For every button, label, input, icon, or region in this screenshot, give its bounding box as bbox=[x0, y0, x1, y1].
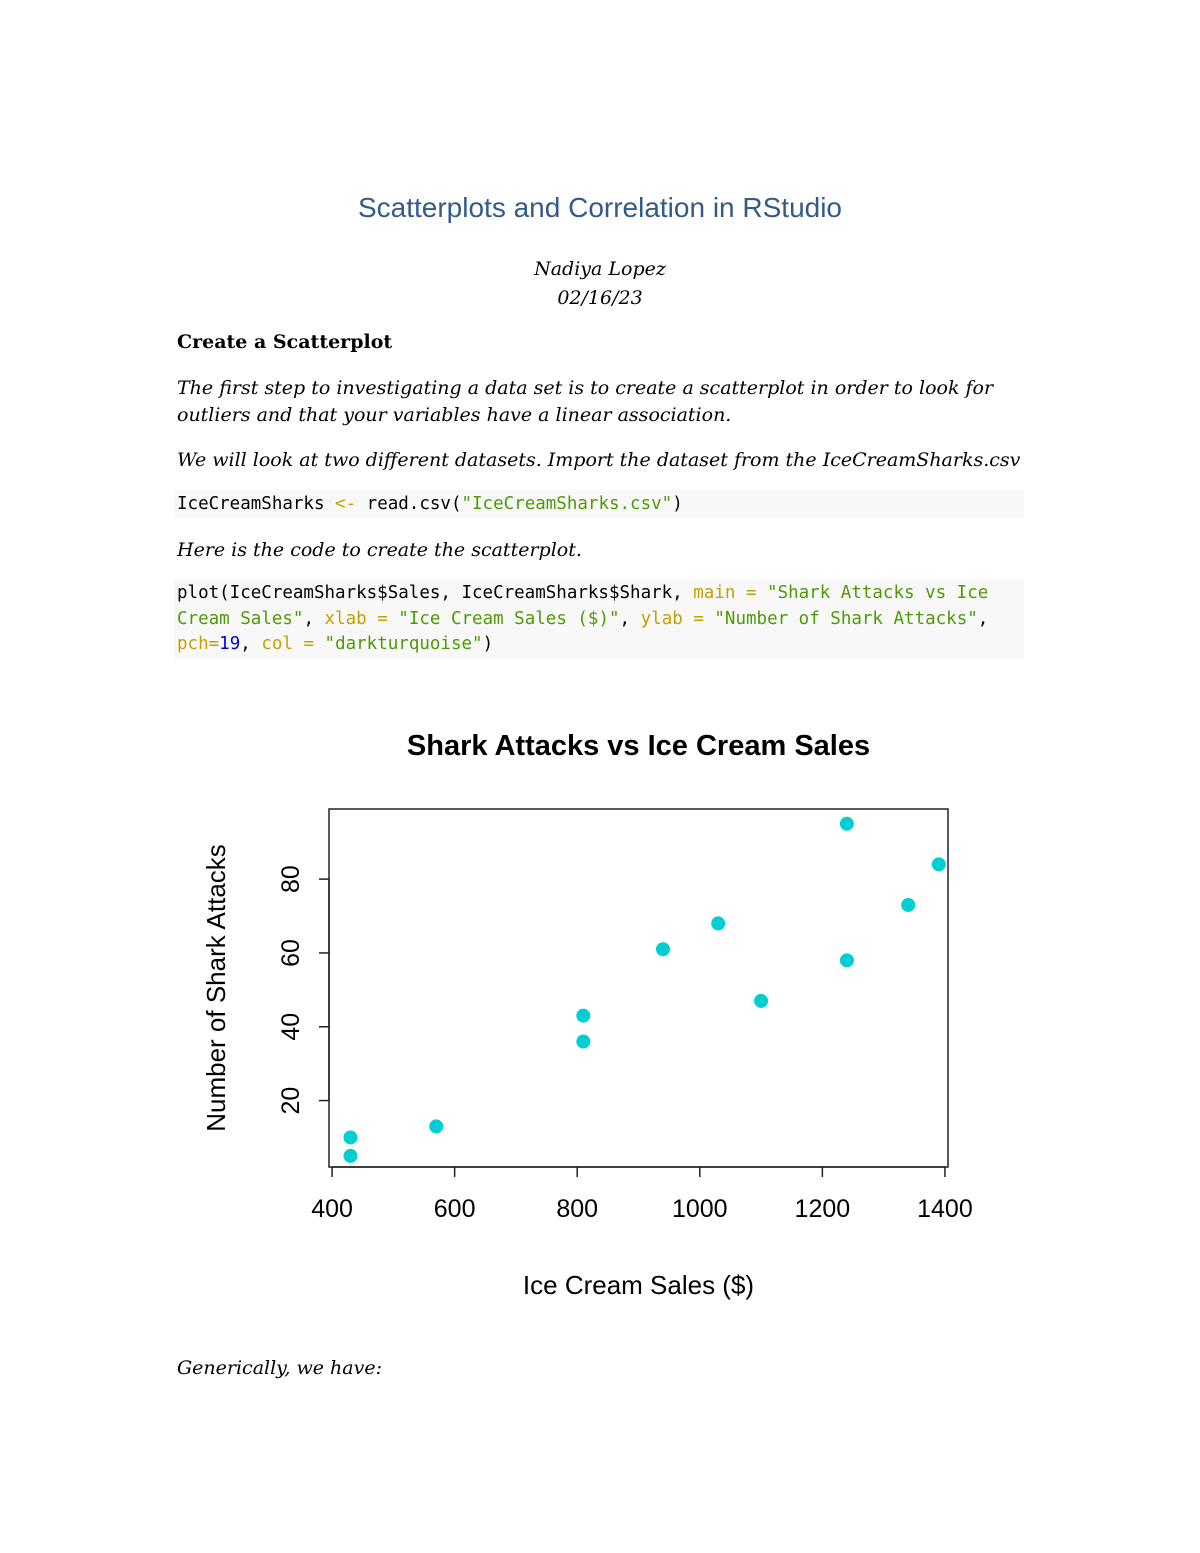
data-point bbox=[576, 1009, 590, 1023]
code-block-plot bbox=[174, 579, 1024, 659]
code-token: "Number of Shark Attacks" bbox=[714, 608, 978, 629]
data-point bbox=[711, 916, 725, 930]
data-point bbox=[656, 942, 670, 956]
data-point bbox=[429, 1119, 443, 1133]
code-token: , bbox=[619, 608, 641, 629]
code-token: "IceCreamSharks.csv" bbox=[461, 494, 673, 514]
data-point bbox=[840, 817, 854, 831]
code-token: = bbox=[366, 608, 399, 629]
data-point bbox=[901, 898, 915, 912]
code-token: "Shark Attacks vs Ice Cream Sales" bbox=[177, 583, 999, 629]
document-title: Scatterplots and Correlation in RStudio bbox=[357, 192, 843, 223]
code-token: ) bbox=[482, 634, 494, 654]
code-token: col bbox=[261, 634, 293, 654]
data-point bbox=[343, 1149, 357, 1163]
x-tick-label: 1200 bbox=[794, 1195, 851, 1223]
y-tick-label: 60 bbox=[277, 939, 305, 967]
code-token: read.csv( bbox=[356, 494, 462, 514]
generic-paragraph: Generically, we have: bbox=[177, 1357, 382, 1379]
y-tick-label: 20 bbox=[277, 1086, 305, 1115]
data-point bbox=[840, 953, 854, 967]
code-token: "Ice Cream Sales ($)" bbox=[398, 608, 620, 629]
plot-frame bbox=[329, 809, 948, 1167]
code-token: "darkturquoise" bbox=[324, 634, 483, 654]
data-point bbox=[932, 857, 946, 871]
x-tick-label: 600 bbox=[433, 1195, 476, 1223]
chart-title: Shark Attacks vs Ice Cream Sales bbox=[406, 730, 871, 762]
code-token: , bbox=[977, 608, 999, 629]
code-token: <- bbox=[335, 494, 357, 514]
code-token: main bbox=[693, 583, 736, 603]
document-date: 02/16/23 bbox=[557, 287, 643, 309]
x-tick-label: 1400 bbox=[917, 1195, 973, 1223]
data-point bbox=[576, 1035, 590, 1049]
code-intro-paragraph: Here is the code to create the scatterplot. bbox=[177, 539, 582, 561]
x-tick-label: 400 bbox=[311, 1195, 353, 1223]
data-point bbox=[754, 994, 768, 1008]
code-token: = bbox=[208, 634, 220, 654]
code-token: , bbox=[303, 608, 325, 629]
code-token: pch bbox=[177, 634, 209, 654]
code-token: = bbox=[292, 634, 325, 654]
code-token: IceCreamSharks bbox=[177, 494, 336, 514]
code-token: ylab bbox=[640, 608, 683, 629]
code-token: , bbox=[240, 634, 262, 654]
data-point bbox=[343, 1130, 357, 1144]
intro-paragraph: The first step to investigating a data set is to create a scatterplot in order to look for outliers and that your variables have a linear association. bbox=[177, 377, 994, 426]
dataset-paragraph: We will look at two different datasets. Import the dataset from the IceCreamSharks.csv bbox=[177, 449, 1021, 471]
x-tick-label: 800 bbox=[556, 1195, 599, 1223]
code-token: ) bbox=[672, 494, 683, 514]
code-token: xlab bbox=[324, 608, 367, 629]
section-heading: Create a Scatterplot bbox=[177, 331, 393, 353]
scatter-chart bbox=[180, 715, 1000, 1315]
y-tick-label: 80 bbox=[277, 865, 305, 894]
x-tick-label: 1000 bbox=[671, 1195, 728, 1223]
code-token: = bbox=[682, 608, 715, 629]
x-axis-label: Ice Cream Sales ($) bbox=[522, 1270, 755, 1300]
code-token: plot(IceCreamSharks$Sales, IceCreamSharks$Shark, bbox=[177, 583, 694, 603]
code-block-import bbox=[174, 490, 1024, 518]
author-name: Nadiya Lopez bbox=[534, 258, 666, 280]
code-token: 19 bbox=[219, 634, 241, 654]
code-token: = bbox=[735, 583, 768, 603]
y-tick-label: 40 bbox=[277, 1012, 305, 1041]
y-axis-label: Number of Shark Attacks bbox=[201, 844, 231, 1132]
